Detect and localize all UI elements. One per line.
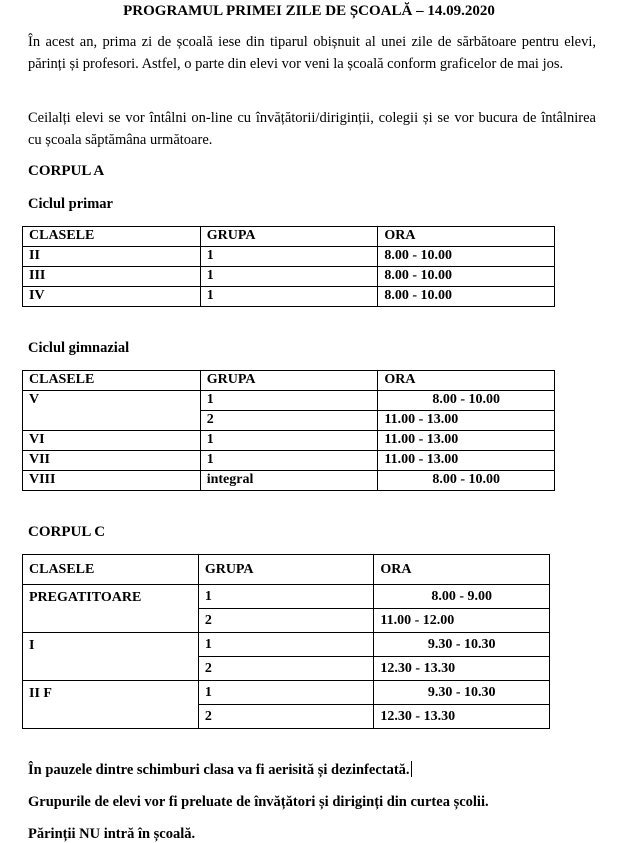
column-header-ora: ORA bbox=[378, 227, 555, 247]
ciclul-gimnazial-label: Ciclul gimnazial bbox=[28, 340, 130, 356]
corpul-c-schedule-table bbox=[22, 554, 550, 729]
cell-ora: 8.00 - 10.00 bbox=[378, 267, 555, 287]
intro-paragraph-2: Ceilalți elevi se vor întâlni on-line cu învățătorii/diriginții, colegii și se vor bucura de întâlnirea cu școala săptămâna următoare. bbox=[28, 110, 596, 148]
cell-clasa: PREGATITOARE bbox=[23, 585, 199, 633]
table-row bbox=[23, 287, 555, 307]
cell-grupa: 1 bbox=[200, 431, 378, 451]
footer-line-1 bbox=[28, 761, 412, 779]
cell-grupa: 2 bbox=[198, 657, 374, 681]
footer-line-3: Părinții NU intră în școală. bbox=[28, 826, 196, 842]
page-title: PROGRAMUL PRIMEI ZILE DE ȘCOALĂ – 14.09.2020 bbox=[123, 3, 495, 19]
cell-clasa: IV bbox=[23, 287, 201, 307]
cell-grupa: 1 bbox=[198, 633, 374, 657]
intro-paragraph-1: În acest an, prima zi de școală iese din tiparul obișnuit al unei zile de sărbătoare pentru elevi, părinți și profesori. Astfel, o parte din elevi vor veni la școală conform graficelor de mai jos. bbox=[28, 34, 596, 72]
cell-clasa: I bbox=[23, 633, 199, 681]
cell-clasa: V bbox=[23, 391, 201, 431]
column-header-grupa: GRUPA bbox=[198, 555, 374, 585]
corpul-c-heading: CORPUL C bbox=[28, 524, 106, 540]
cell-ora: 9.30 - 10.30 bbox=[374, 633, 550, 657]
cell-grupa: 1 bbox=[198, 585, 374, 609]
cell-clasa: III bbox=[23, 267, 201, 287]
table-header-row bbox=[23, 371, 555, 391]
cell-ora: 8.00 - 10.00 bbox=[378, 247, 555, 267]
ciclul-primar-label: Ciclul primar bbox=[28, 196, 113, 212]
table-row bbox=[23, 451, 555, 471]
footer-line-2: Grupurile de elevi vor fi preluate de învățători și diriginți din curtea școlii. bbox=[28, 794, 489, 810]
cell-ora: 8.00 - 10.00 bbox=[378, 391, 555, 411]
cell-grupa: 1 bbox=[200, 247, 378, 267]
cell-clasa: II F bbox=[23, 681, 199, 729]
cell-grupa: 1 bbox=[200, 451, 378, 471]
cell-ora: 8.00 - 9.00 bbox=[374, 585, 550, 609]
column-header-clasele: CLASELE bbox=[23, 555, 199, 585]
cell-grupa: 2 bbox=[198, 705, 374, 729]
table-header-row bbox=[23, 555, 550, 585]
cell-ora: 11.00 - 13.00 bbox=[378, 411, 555, 431]
text-cursor bbox=[411, 761, 412, 777]
cell-clasa: VIII bbox=[23, 471, 201, 491]
table-row bbox=[23, 633, 550, 657]
cell-ora: 11.00 - 13.00 bbox=[378, 431, 555, 451]
cell-clasa: VI bbox=[23, 431, 201, 451]
table-row bbox=[23, 247, 555, 267]
column-header-grupa: GRUPA bbox=[200, 371, 378, 391]
table-header-row bbox=[23, 227, 555, 247]
cell-ora: 12.30 - 13.30 bbox=[374, 657, 550, 681]
cell-grupa: 1 bbox=[200, 287, 378, 307]
column-header-ora: ORA bbox=[378, 371, 555, 391]
cell-ora: 9.30 - 10.30 bbox=[374, 681, 550, 705]
cell-ora: 8.00 - 10.00 bbox=[378, 287, 555, 307]
table-row bbox=[23, 471, 555, 491]
table-row bbox=[23, 681, 550, 705]
table-row bbox=[23, 391, 555, 411]
footer-line-1-text: În pauzele dintre schimburi clasa va fi aerisită și dezinfectată. bbox=[28, 762, 410, 778]
column-header-clasele: CLASELE bbox=[23, 371, 201, 391]
column-header-grupa: GRUPA bbox=[200, 227, 378, 247]
cell-ora: 12.30 - 13.30 bbox=[374, 705, 550, 729]
cell-grupa: 2 bbox=[198, 609, 374, 633]
table-row bbox=[23, 585, 550, 609]
cell-clasa: II bbox=[23, 247, 201, 267]
cell-grupa: 1 bbox=[198, 681, 374, 705]
corpul-a-heading: CORPUL A bbox=[28, 163, 105, 179]
primar-schedule-table bbox=[22, 226, 555, 307]
cell-grupa: integral bbox=[200, 471, 378, 491]
column-header-ora: ORA bbox=[374, 555, 550, 585]
column-header-clasele: CLASELE bbox=[23, 227, 201, 247]
cell-ora: 11.00 - 13.00 bbox=[378, 451, 555, 471]
cell-clasa: VII bbox=[23, 451, 201, 471]
table-row bbox=[23, 431, 555, 451]
cell-grupa: 1 bbox=[200, 391, 378, 411]
gimnazial-schedule-table bbox=[22, 370, 555, 491]
cell-grupa: 2 bbox=[200, 411, 378, 431]
cell-ora: 8.00 - 10.00 bbox=[378, 471, 555, 491]
table-row bbox=[23, 267, 555, 287]
cell-ora: 11.00 - 12.00 bbox=[374, 609, 550, 633]
cell-grupa: 1 bbox=[200, 267, 378, 287]
